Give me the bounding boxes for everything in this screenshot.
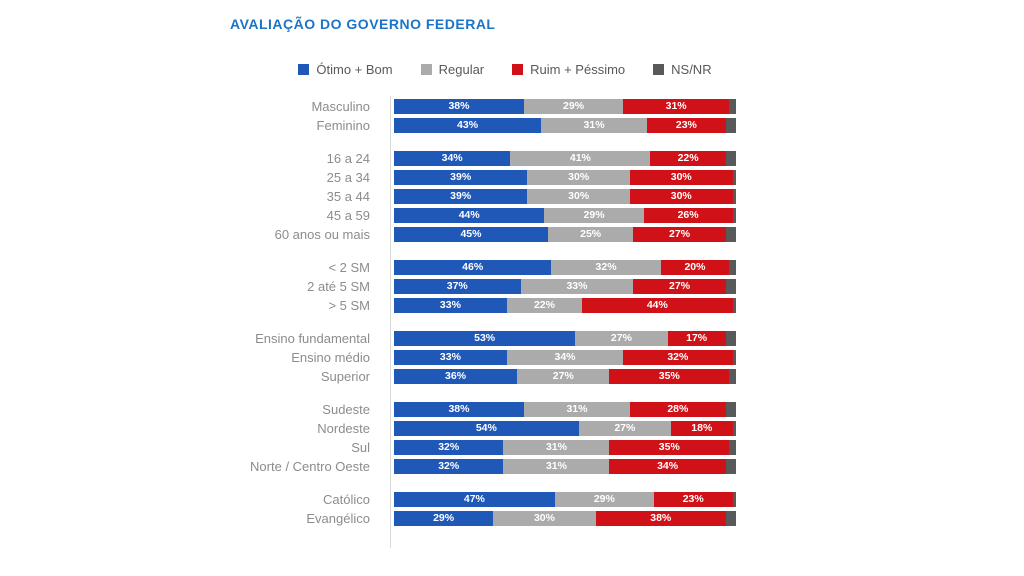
bar-row [215,459,736,474]
category-label: < 2 SM [328,260,370,275]
bar-row [215,492,736,507]
bar-row [215,421,736,436]
segment-ruim-pessimo: 35% [609,369,729,384]
stacked-bar [394,369,736,384]
category-label: Ensino médio [291,350,370,365]
bar-group [215,402,736,474]
segment-regular: 29% [524,99,623,114]
segment-otimo-bom: 32% [394,459,503,474]
segment-regular: 34% [507,350,623,365]
segment-regular: 29% [544,208,643,223]
category-label: Ensino fundamental [255,331,370,346]
segment-ruim-pessimo: 30% [630,189,733,204]
segment-otimo-bom: 29% [394,511,493,526]
axis-line [390,96,391,548]
bar-group [215,99,736,133]
segment-ns-nr [729,440,736,455]
segment-otimo-bom: 36% [394,369,517,384]
stacked-bar [394,511,736,526]
segment-otimo-bom: 32% [394,440,503,455]
legend-swatch-ruim-pessimo [512,64,523,75]
legend-label: Ótimo + Bom [316,62,393,77]
bar-group [215,331,736,384]
segment-otimo-bom: 47% [394,492,555,507]
stacked-bar [394,189,736,204]
segment-ruim-pessimo: 23% [647,118,726,133]
segment-ruim-pessimo: 22% [650,151,725,166]
stacked-bar [394,459,736,474]
segment-ns-nr [729,260,736,275]
segment-regular: 27% [575,331,667,346]
category-label: 45 a 59 [326,208,370,223]
category-label: Católico [323,492,370,507]
category-label: Sudeste [322,402,370,417]
bar-row [215,350,736,365]
segment-ruim-pessimo: 28% [630,402,726,417]
category-label: 2 até 5 SM [307,279,370,294]
legend-swatch-ns-nr [653,64,664,75]
segment-ns-nr [726,118,736,133]
segment-ruim-pessimo: 20% [661,260,729,275]
segment-ruim-pessimo: 34% [609,459,725,474]
segment-ruim-pessimo: 31% [623,99,729,114]
segment-ns-nr [733,421,736,436]
legend-label: Ruim + Péssimo [530,62,626,77]
stacked-bar-chart [215,99,736,530]
segment-otimo-bom: 38% [394,402,524,417]
bar-row [215,227,736,242]
segment-otimo-bom: 39% [394,170,527,185]
segment-ruim-pessimo: 38% [596,511,726,526]
category-label: 16 a 24 [326,151,370,166]
bar-group [215,151,736,242]
legend-item-ns-nr [653,62,711,77]
segment-ns-nr [733,170,736,185]
segment-regular: 31% [524,402,630,417]
stacked-bar [394,298,736,313]
segment-otimo-bom: 34% [394,151,510,166]
stacked-bar [394,227,736,242]
legend-label: Regular [438,62,485,77]
bar-group [215,492,736,526]
stacked-bar [394,331,736,346]
stacked-bar [394,440,736,455]
segment-ruim-pessimo: 18% [671,421,733,436]
segment-otimo-bom: 37% [394,279,521,294]
segment-ns-nr [733,208,736,223]
legend-swatch-regular [421,64,432,75]
category-label: > 5 SM [328,298,370,313]
category-label: Nordeste [317,421,370,436]
segment-ruim-pessimo: 44% [582,298,732,313]
segment-ns-nr [726,331,736,346]
segment-otimo-bom: 54% [394,421,579,436]
legend-item-regular [421,62,485,77]
legend-item-otimo-bom [298,62,392,77]
bar-row [215,331,736,346]
segment-otimo-bom: 38% [394,99,524,114]
segment-regular: 22% [507,298,582,313]
segment-regular: 30% [493,511,596,526]
segment-ns-nr [726,151,736,166]
legend-swatch-otimo-bom [298,64,309,75]
bar-row [215,369,736,384]
segment-otimo-bom: 33% [394,298,507,313]
segment-ruim-pessimo: 27% [633,227,725,242]
category-label: Evangélico [306,511,370,526]
stacked-bar [394,260,736,275]
category-label: 35 a 44 [326,189,370,204]
segment-ruim-pessimo: 27% [633,279,725,294]
segment-regular: 30% [527,189,630,204]
segment-otimo-bom: 45% [394,227,548,242]
stacked-bar [394,99,736,114]
bar-row [215,151,736,166]
category-label: 25 a 34 [326,170,370,185]
chart-groups [215,99,736,526]
segment-regular: 31% [503,459,609,474]
segment-regular: 25% [548,227,634,242]
segment-ns-nr [729,369,736,384]
bar-row [215,402,736,417]
segment-ns-nr [733,492,736,507]
bar-row [215,511,736,526]
bar-row [215,99,736,114]
category-label: Sul [351,440,370,455]
segment-ns-nr [733,350,736,365]
category-label: Superior [320,369,370,384]
bar-row [215,298,736,313]
segment-regular: 27% [517,369,609,384]
segment-regular: 31% [503,440,609,455]
legend [0,62,1010,77]
bar-row [215,170,736,185]
legend-item-ruim-pessimo [512,62,625,77]
bar-group [215,260,736,313]
stacked-bar [394,208,736,223]
segment-regular: 41% [510,151,650,166]
stacked-bar [394,402,736,417]
stacked-bar [394,350,736,365]
stacked-bar [394,421,736,436]
stacked-bar [394,170,736,185]
category-label: Feminino [316,118,370,133]
segment-ns-nr [733,189,736,204]
legend-label: NS/NR [671,62,712,77]
segment-ruim-pessimo: 32% [623,350,732,365]
segment-otimo-bom: 33% [394,350,507,365]
stacked-bar [394,492,736,507]
segment-ruim-pessimo: 35% [609,440,729,455]
segment-ns-nr [726,402,736,417]
segment-ns-nr [726,511,736,526]
segment-ruim-pessimo: 23% [654,492,733,507]
category-label: Masculino [311,99,370,114]
segment-ns-nr [733,298,736,313]
segment-ruim-pessimo: 30% [630,170,733,185]
segment-ruim-pessimo: 17% [668,331,726,346]
category-label: 60 anos ou mais [274,227,370,242]
segment-ns-nr [729,99,736,114]
bar-row [215,279,736,294]
category-label: Norte / Centro Oeste [250,459,370,474]
segment-regular: 30% [527,170,630,185]
bar-row [215,440,736,455]
bar-row [215,189,736,204]
segment-regular: 31% [541,118,647,133]
bar-row [215,118,736,133]
segment-ruim-pessimo: 26% [644,208,733,223]
stacked-bar [394,118,736,133]
segment-regular: 29% [555,492,654,507]
segment-regular: 27% [579,421,671,436]
bar-row [215,260,736,275]
segment-otimo-bom: 39% [394,189,527,204]
bar-row [215,208,736,223]
stacked-bar [394,151,736,166]
segment-ns-nr [726,459,736,474]
stacked-bar [394,279,736,294]
chart-title: AVALIAÇÃO DO GOVERNO FEDERAL [230,16,496,32]
segment-regular: 32% [551,260,660,275]
segment-ns-nr [726,279,736,294]
segment-regular: 33% [521,279,634,294]
segment-otimo-bom: 44% [394,208,544,223]
segment-otimo-bom: 46% [394,260,551,275]
segment-ns-nr [726,227,736,242]
segment-otimo-bom: 53% [394,331,575,346]
segment-otimo-bom: 43% [394,118,541,133]
